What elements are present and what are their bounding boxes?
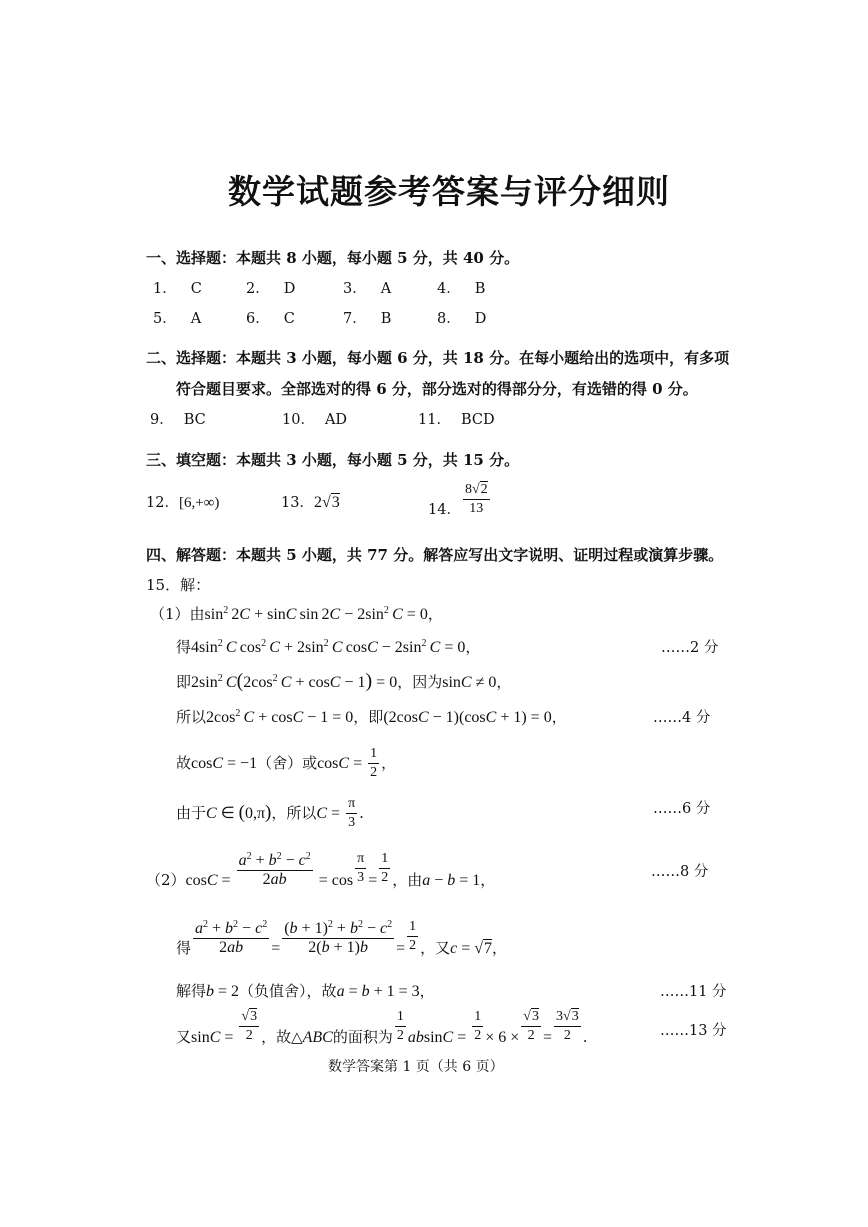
page-footer: 数学答案第 1 页（共 6 页）: [328, 1059, 504, 1075]
text: 解得: [176, 982, 207, 1000]
solution-line: 又sinC = $\frac{√3}{2}$ ，故△ABC的面积为 $\frac{1}{2}$ absinC = $\frac{1}{2}$ × 6 × $\frac{√3}{2}$ = $\frac{3√3}{2}$ .: [176, 1009, 588, 1046]
q-num: 11．: [418, 412, 451, 428]
answer-item: [150, 408, 206, 429]
text: 所以: [176, 708, 207, 726]
q-num: 9．: [150, 412, 174, 428]
text: 即: [176, 673, 192, 691]
part-label: （2）: [146, 870, 186, 889]
score-mark: ……8 分: [651, 864, 709, 880]
text: 由于: [176, 803, 207, 822]
solution-line: 即$2\sin^2$ $C(2\cos^2$ C + cosC − 1) = 0，因为sinC ≠ 0，: [176, 670, 512, 692]
text: 的面积为: [332, 1027, 393, 1046]
solution-line: 所以$2\cos^2$ C + cosC − 1 = 0，即(2cosC − 1)(cosC + 1) = 0，: [176, 708, 567, 726]
answer-item: [437, 307, 486, 328]
text: ，所以: [271, 803, 317, 822]
answer-item: [282, 408, 347, 429]
text: ，因为: [397, 673, 443, 691]
answer-item: [281, 491, 340, 512]
q-num: 4．: [437, 281, 461, 297]
q-answer: BCD: [460, 412, 495, 428]
answer-item: [153, 307, 201, 328]
section-3-heading: 三、填空题：本题共 3 小题，每小题 5 分，共 15 分。: [146, 451, 520, 469]
q-answer: D: [283, 281, 296, 297]
text: 故: [176, 753, 192, 772]
q-answer: B: [380, 311, 392, 327]
solution-line: 得$4\sin^2$ C $\cos^2 C + 2\sin^2$ C $\cos C - 2\sin^2$ C = 0，: [176, 638, 481, 656]
q-answer: B: [474, 281, 486, 297]
text: ，故△: [261, 1027, 303, 1046]
answer-item: [418, 408, 495, 429]
answer-item: [437, 277, 485, 298]
score-mark: ……6 分: [653, 801, 711, 817]
q-answer: C: [283, 311, 295, 327]
score-mark: ……11 分: [660, 984, 727, 1000]
score-mark: ……13 分: [660, 1023, 727, 1039]
q-num: 13．: [281, 495, 314, 511]
text: ，由: [392, 870, 423, 889]
solution-line: （1）由$\sin^2 2C + \sin C$ $\sin 2C - 2\sin^2$ C = 0，: [150, 605, 443, 623]
q-num: 1．: [153, 281, 177, 297]
q-answer: C: [190, 281, 202, 297]
section-2-heading-line1: 二、选择题：本题共 3 小题，每小题 6 分，共 18 分。在每小题给出的选项中，有多项: [146, 349, 730, 367]
q-answer: AD: [324, 412, 348, 428]
answer-item: [343, 307, 391, 328]
q-num: 2．: [246, 281, 270, 297]
q-answer: 2√3: [313, 494, 340, 511]
answer-item: [153, 277, 202, 298]
q-answer: [6,+∞): [178, 495, 220, 511]
q-answer: A: [190, 311, 202, 327]
q15-label: 15．解：: [146, 576, 211, 594]
section-4-heading: 四、解答题：本题共 5 小题，共 77 分。解答应写出文字说明、证明过程或演算步骤。: [146, 546, 724, 564]
q-answer: BC: [183, 412, 206, 428]
q-num: 14．: [428, 501, 461, 518]
part-label: （1）由: [150, 605, 205, 623]
score-mark: ……4 分: [653, 710, 711, 726]
answer-item: [146, 491, 219, 512]
q-answer: D: [474, 311, 487, 327]
page-title: 数学试题参考答案与评分细则: [228, 172, 670, 211]
q-answer: A: [380, 281, 392, 297]
answer-item: [246, 277, 295, 298]
text: （舍）或: [257, 753, 318, 772]
q-num: 7．: [343, 311, 367, 327]
q-num: 8．: [437, 311, 461, 327]
q-num: 10．: [282, 412, 315, 428]
q-num: 5．: [153, 311, 177, 327]
solution-line: 得 $\frac{a^2 + b^2 - c^2}{2ab}$ = $\frac{(b + 1)^2 + b^2 - c^2}{2(b + 1)b}$ = $\frac{1}{2}$ ，又c = √7，: [176, 916, 507, 957]
section-2-heading-line2: 符合题目要求。全部选对的得 6 分，部分选对的得部分分，有选错的得 0 分。: [176, 380, 698, 398]
solution-line: 由于C ∈ (0,π)，所以C = $\frac{\pi}{3}$ .: [176, 796, 364, 830]
solution-line: （2）cosC = $\frac{a^2 + b^2 - c^2}{2ab}$ = cos $\frac{\pi}{3}$ = $\frac{1}{2}$ ，由a − b = 1，: [146, 848, 495, 889]
q-answer: $\frac{8√2}{13}$: [464, 482, 488, 516]
text: 得: [176, 638, 192, 656]
text: ，又: [420, 938, 451, 957]
q-num: 3．: [343, 281, 367, 297]
text: 得: [176, 938, 192, 957]
q-num: 12．: [146, 495, 179, 511]
text: （负值舍），故: [239, 982, 337, 1000]
q-num: 6．: [246, 311, 270, 327]
solution-line: 故cosC = −1（舍）或cosC = $\frac{1}{2}$ ，: [176, 746, 397, 780]
answer-item: [246, 307, 295, 328]
score-mark: ……2 分: [661, 640, 719, 656]
solution-line: 解得b = 2（负值舍），故a = b + 1 = 3，: [176, 982, 435, 1000]
answer-item: [343, 277, 391, 298]
answer-item: [428, 481, 492, 518]
text: 又: [176, 1027, 192, 1046]
section-1-heading: 一、选择题：本题共 8 小题，每小题 5 分，共 40 分。: [146, 249, 520, 267]
text: ，即: [353, 708, 384, 726]
